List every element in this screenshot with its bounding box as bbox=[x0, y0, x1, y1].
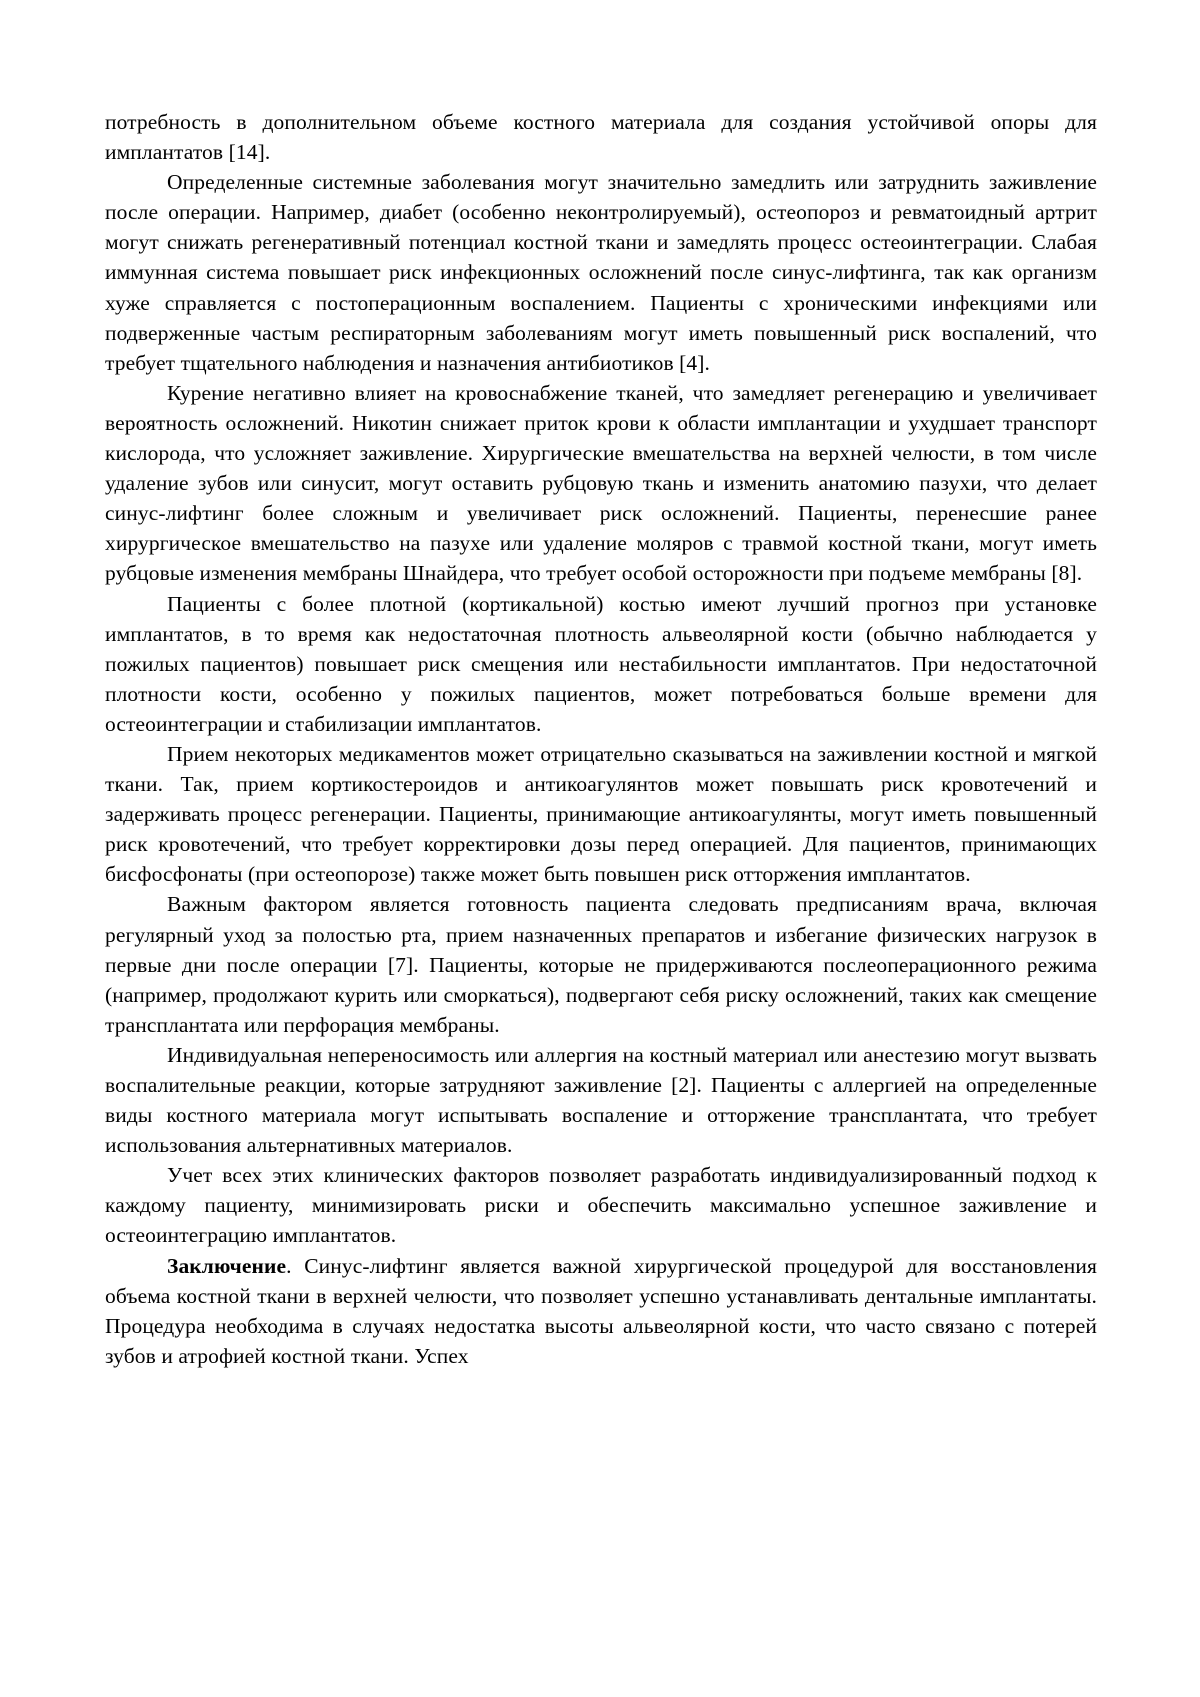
conclusion-heading: Заключение bbox=[167, 1253, 287, 1278]
paragraph-smoking: Курение негативно влияет на кровоснабжение тканей, что замедляет регенерацию и увеличивает вероятность осложнений. Никотин снижает приток крови к области имплантации и ухудшает транспорт кислорода, что усложняет заживление. Хирургические вмешательства на верхней челюсти, в том числе удаление зубов или синусит, могут оставить рубцовую ткань и изменить анатомию пазухи, что делает синус-лифтинг более сложным и увеличивает риск осложнений. Пациенты, перенесшие ранее хирургическое вмешательство на пазухе или удаление моляров с травмой костной ткани, могут иметь рубцовые изменения мембраны Шнайдера, что требует особой осторожности при подъеме мембраны [8]. bbox=[105, 380, 1097, 586]
paragraph-continuation: потребность в дополнительном объеме костного материала для создания устойчивой опоры для имплантатов [14]. bbox=[105, 110, 1097, 165]
paragraph-allergy: Индивидуальная непереносимость или аллергия на костный материал или анестезию могут вызвать воспалительные реакции, которые затрудняют заживление [2]. Пациенты с аллергией на определенные виды костного материала могут испытывать воспаление и отторжение трансплантата, что требует использования альтернативных материалов. bbox=[105, 1042, 1097, 1158]
paragraph-systemic-diseases: Определенные системные заболевания могут значительно замедлить или затруднить заживление после операции. Например, диабет (особенно неконтролируемый), остеопороз и ревматоидный артрит могут снижать регенеративный потенциал костной ткани и замедлять процесс остеоинтеграции. Слабая иммунная система повышает риск инфекционных осложнений после синус-лифтинга, так как организм хуже справляется с постоперационным воспалением. Пациенты с хроническими инфекциями или подверженные частым респираторным заболеваниям могут иметь повышенный риск воспалений, что требует тщательного наблюдения и назначения антибиотиков [4]. bbox=[105, 170, 1097, 375]
paragraph-conclusion bbox=[105, 1251, 1097, 1371]
paragraph-patient-compliance: Важным фактором является готовность пациента следовать предписаниям врача, включая регулярный уход за полостью рта, прием назначенных препаратов и избегание физических нагрузок в первые дни после операции [7]. Пациенты, которые не придерживаются послеоперационного режима (например, продолжают курить или сморкаться), подвергают себя риску осложнений, таких как смещение трансплантата или перфорация мембраны. bbox=[105, 892, 1097, 1037]
conclusion-text: . Синус-лифтинг является важной хирургической процедурой для восстановления объема костной ткани в верхней челюсти, что позволяет успешно устанавливать дентальные имплантаты. Процедура необходима в случаях недостатка высоты альвеолярной кости, что часто связано с потерей зубов и атрофией костной ткани. Успех bbox=[105, 1253, 1097, 1368]
paragraph-medications: Прием некоторых медикаментов может отрицательно сказываться на заживлении костной и мягкой ткани. Так, прием кортикостероидов и антикоагулянтов может повышать риск кровотечений и задерживать процесс регенерации. Пациенты, принимающие антикоагулянты, могут иметь повышенный риск кровотечений, что требует корректировки дозы перед операцией. Для пациентов, принимающих бисфосфонаты (при остеопорозе) также может быть повышен риск отторжения имплантатов. bbox=[105, 741, 1097, 887]
paragraph-bone-density: Пациенты с более плотной (кортикальной) костью имеют лучший прогноз при установке имплантатов, в то время как недостаточная плотность альвеолярной кости (обычно наблюдается у пожилых пациентов) повышает риск смещения или нестабильности имплантатов. При недостаточной плотности кости, особенно у пожилых пациентов, может потребоваться больше времени для остеоинтеграции и стабилизации имплантатов. bbox=[105, 591, 1097, 736]
paragraph-individual-approach: Учет всех этих клинических факторов позволяет разработать индивидуализированный подход к каждому пациенту, минимизировать риски и обеспечить максимально успешное заживление и остеоинтеграцию имплантатов. bbox=[105, 1163, 1097, 1248]
